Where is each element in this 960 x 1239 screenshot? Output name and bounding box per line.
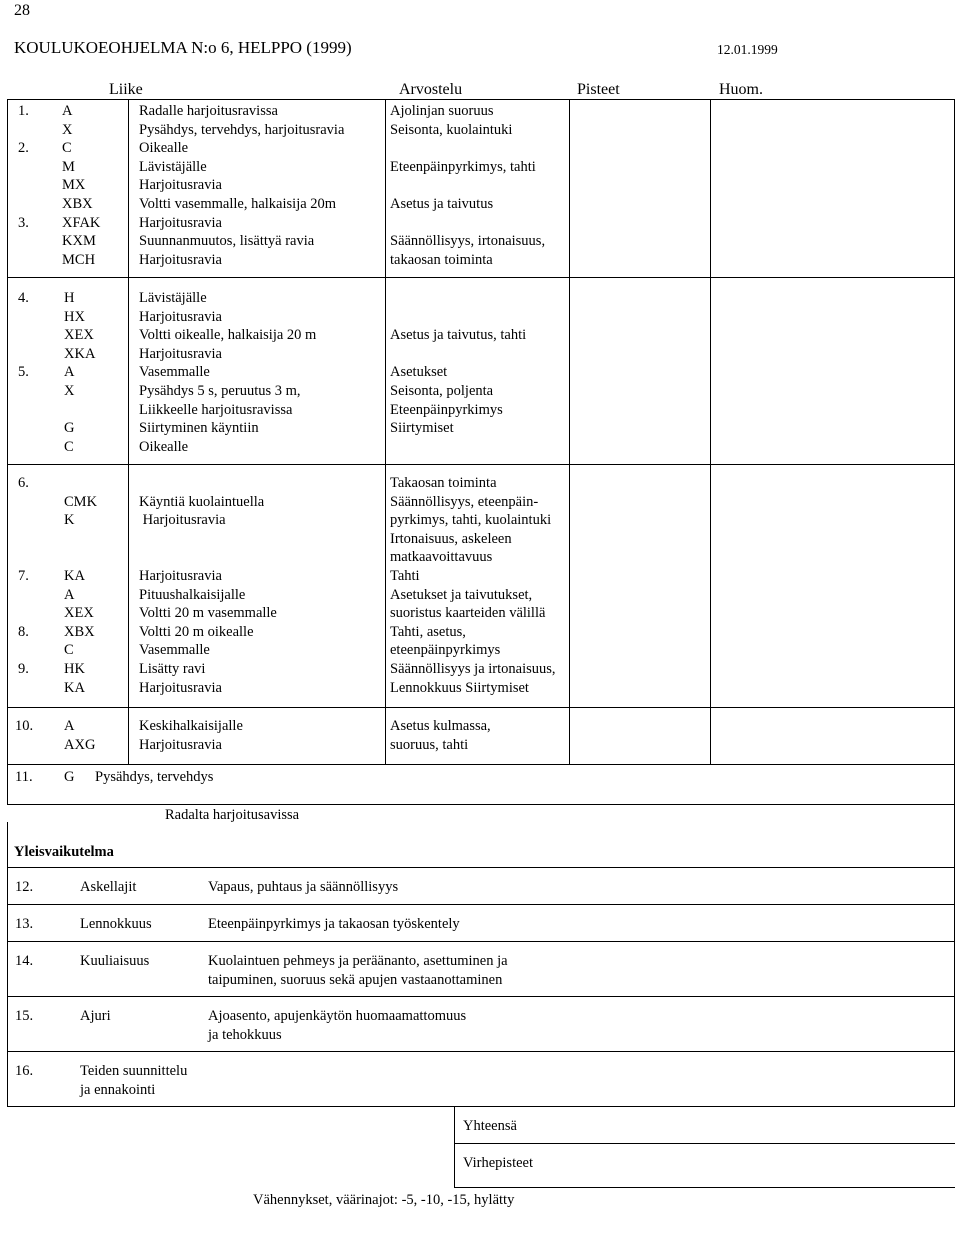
section-divider — [7, 277, 955, 278]
general-item-number: 12. — [15, 879, 34, 895]
column-header-movement: Liike — [109, 81, 143, 98]
general-item-number: 13. — [15, 916, 34, 932]
general-item-name: Teiden suunnittelu ja ennakointi — [80, 1063, 188, 1098]
section-4-letters: A AXG — [64, 718, 96, 753]
section-2-letters: H HX XEX XKA A X G C — [64, 290, 96, 455]
section-2-assessment: Asetus ja taivutus, tahti Asetukset Seisonta, poljenta Eteenpäinpyrkimys Siirtymiset — [390, 327, 527, 437]
exit-text: Radalta harjoitusavissa — [165, 807, 300, 823]
general-item-description: Eteenpäinpyrkimys ja takaosan työskentely — [208, 916, 460, 932]
general-impression-heading: Yleisvaikutelma — [14, 844, 114, 860]
general-item-description: Ajoasento, apujenkäytön huomaamattomuus ja tehokkuus — [208, 1008, 467, 1043]
final-row-number: 11. — [15, 769, 33, 785]
section-divider — [7, 764, 955, 765]
column-divider — [385, 99, 386, 764]
general-item-description: Vapaus, puhtaus ja säännöllisyys — [208, 879, 399, 895]
column-header-assessment: Arvostelu — [399, 81, 463, 98]
totals-divider — [454, 1143, 955, 1144]
final-row-movement: Pysähdys, tervehdys — [95, 769, 214, 785]
penalty-label: Virhepisteet — [463, 1155, 533, 1171]
document-date: 12.01.1999 — [717, 42, 778, 57]
table-top-border — [7, 99, 955, 100]
document-title: KOULUKOEOHJELMA N:o 6, HELPPO (1999) — [14, 38, 352, 57]
column-header-notes: Huom. — [719, 81, 763, 98]
general-item-name: Askellajit — [80, 879, 137, 895]
general-item-number: 14. — [15, 953, 34, 969]
section-1-letters: A X C M MX XBX XFAK KXM MCH — [62, 103, 101, 268]
general-divider — [7, 941, 955, 942]
section-1-assessment: Ajolinjan suoruus Seisonta, kuolaintuki Eteenpäinpyrkimys, tahti Asetus ja taivutus Säännöllisyys, irtonaisuus, takaosan toiminta — [390, 103, 546, 268]
section-2-numbers: 4. 5. — [18, 290, 29, 381]
column-divider — [569, 99, 570, 764]
general-item-number: 15. — [15, 1008, 34, 1024]
column-divider — [128, 99, 129, 764]
general-item-number: 16. — [15, 1063, 34, 1079]
general-table-left-border — [7, 822, 8, 1106]
totals-box-left-border — [454, 1106, 455, 1188]
section-2-movements: Lävistäjälle Harjoitusravia Voltti oikealle, halkaisija 20 m Harjoitusravia Vasemmalle Pysähdys 5 s, peruutus 3 m, Liikkeelle harjoitusravissa Siirtyminen käyntiin Oikealle — [139, 290, 317, 455]
general-item-description: Kuolaintuen pehmeys ja peräänanto, asettuminen ja taipuminen, suoruus sekä apujen vastaanottaminen — [208, 953, 508, 988]
final-row-letter: G — [64, 769, 75, 785]
general-item-name: Kuuliaisuus — [80, 953, 150, 969]
section-1-movements: Radalle harjoitusravissa Pysähdys, tervehdys, harjoitusravia Oikealle Lävistäjälle Harjoitusravia Voltti vasemmalle, halkaisija 20m Harjoitusravia Suunnanmuutos, lisättyä ravia Harjoitusravia — [139, 103, 345, 268]
general-table-bottom-border — [7, 1106, 955, 1107]
section-1-numbers: 1. 2. 3. — [18, 103, 29, 231]
general-divider — [7, 867, 955, 868]
column-divider — [710, 99, 711, 764]
section-4-movements: Keskihalkaisijalle Harjoitusravia — [139, 718, 243, 753]
total-label: Yhteensä — [463, 1118, 517, 1134]
table-right-border — [954, 99, 955, 804]
general-divider — [7, 1051, 955, 1052]
deductions-note: Vähennykset, väärinajot: -5, -10, -15, hylätty — [253, 1192, 515, 1208]
section-divider — [7, 707, 955, 708]
section-3-letters: CMK K KA A XEX XBX C HK KA — [64, 493, 98, 696]
section-3-assessment: Takaosan toiminta Säännöllisyys, eteenpäin- pyrkimys, tahti, kuolaintuki Irtonaisuus, askeleen matkaavoittavuus Tahti Asetukset ja taivutukset, suoristus kaarteiden välillä Tahti, asetus, eteenpäinpyrkimys Säännöllisyys ja irtonaisuus, Lennokkuus Siirtymiset — [390, 475, 556, 696]
section-divider — [7, 464, 955, 465]
section-3-movements: Käyntiä kuolaintuella Harjoitusravia Harjoitusravia Pituushalkaisijalle Voltti 20 m vasemmalle Voltti 20 m oikealle Vasemmalle Lisätty ravi Harjoitusravia — [139, 493, 277, 696]
general-divider — [7, 996, 955, 997]
general-item-name: Ajuri — [80, 1008, 111, 1024]
column-header-points: Pisteet — [577, 81, 620, 98]
table-left-border — [7, 99, 8, 804]
table-bottom-border — [7, 804, 955, 805]
general-table-right-border — [954, 804, 955, 1106]
totals-divider — [454, 1187, 955, 1188]
general-divider — [7, 904, 955, 905]
section-4-assessment: Asetus kulmassa, suoruus, tahti — [390, 718, 491, 753]
page-number: 28 — [14, 2, 30, 19]
section-3-numbers: 6. 7. 8. 9. — [18, 475, 29, 677]
general-item-name: Lennokkuus — [80, 916, 152, 932]
section-4-number: 10. — [15, 718, 34, 734]
